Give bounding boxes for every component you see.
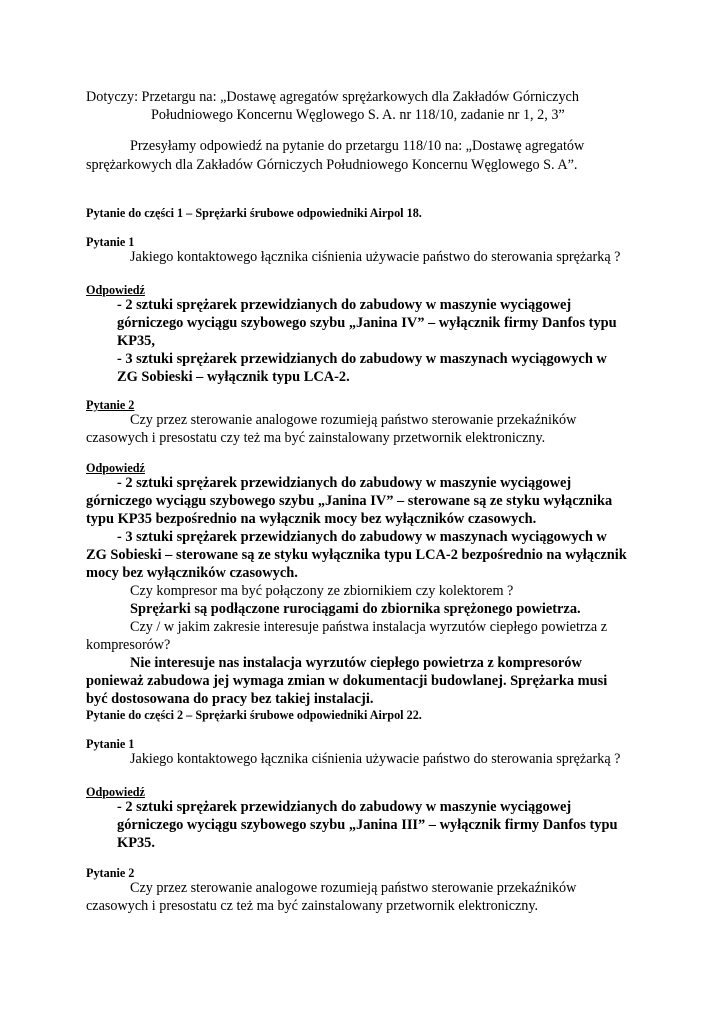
part1-a2-line: mocy bez wyłączników czasowych.	[86, 565, 298, 581]
part1-extra-question-2: kompresorów?	[86, 637, 171, 653]
part1-a1-line: - 3 sztuki sprężarek przewidzianych do zabudowy w maszynach wyciągowych w	[117, 351, 607, 367]
part1-q1-label: Pytanie 1	[86, 235, 135, 249]
intro-line-1: Przesyłamy odpowiedź na pytanie do przetargu 118/10 na: „Dostawę agregatów	[130, 138, 585, 154]
part1-a1-line: ZG Sobieski – wyłącznik typu LCA-2.	[117, 369, 350, 385]
part1-extra-question-1: Czy kompresor ma być połączony ze zbiornikiem czy kolektorem ?	[130, 583, 514, 599]
part2-q2-line: Czy przez sterowanie analogowe rozumieją państwo sterowanie przekaźników	[130, 880, 577, 896]
part2-q1-text: Jakiego kontaktowego łącznika ciśnienia używacie państwo do sterowania sprężarką ?	[130, 751, 621, 767]
part1-extra-answer-2: ponieważ zabudowa jej wymaga zmian w dokumentacji budowlanej. Sprężarka musi	[86, 673, 608, 689]
part1-extra-answer-2: być dostosowana do pracy bez takiej instalacji.	[86, 691, 374, 707]
part1-a2-line: ZG Sobieski – sterowane są ze styku wyłącznika typu LCA-2 bezpośrednio na wyłącznik	[86, 547, 627, 563]
part1-extra-answer-2: Nie interesuje nas instalacja wyrzutów ciepłego powietrza z kompresorów	[130, 655, 582, 671]
part1-title: Pytanie do części 1 – Sprężarki śrubowe odpowiedniki Airpol 18.	[86, 206, 422, 220]
part1-a1-line: górniczego wyciągu szybowego szybu „Janina IV” – wyłącznik firmy Danfos typu	[117, 315, 617, 331]
part2-q2-label: Pytanie 2	[86, 866, 135, 880]
part1-extra-answer-1: Sprężarki są podłączone rurociągami do zbiornika sprężonego powietrza.	[130, 601, 581, 617]
part2-title: Pytanie do części 2 – Sprężarki śrubowe odpowiedniki Airpol 22.	[86, 708, 422, 722]
part1-a2-line: - 3 sztuki sprężarek przewidzianych do zabudowy w maszynach wyciągowych w	[117, 529, 607, 545]
part1-a2-line: - 2 sztuki sprężarek przewidzianych do zabudowy w maszynie wyciągowej	[117, 475, 572, 491]
part1-a1-label: Odpowiedź	[86, 283, 145, 297]
part2-q1-label: Pytanie 1	[86, 737, 135, 751]
part1-q2-label: Pytanie 2	[86, 398, 135, 412]
part2-a1-line: - 2 sztuki sprężarek przewidzianych do zabudowy w maszynie wyciągowej	[117, 799, 572, 815]
part1-q1-text: Jakiego kontaktowego łącznika ciśnienia używacie państwo do sterowania sprężarką ?	[130, 249, 621, 265]
part2-a1-line: górniczego wyciągu szybowego szybu „Janina III” – wyłącznik firmy Danfos typu	[117, 817, 618, 833]
part2-a1-label: Odpowiedź	[86, 785, 145, 799]
header-line-1: Dotyczy: Przetargu na: „Dostawę agregatów sprężarkowych dla Zakładów Górniczych	[86, 89, 579, 105]
part1-a1-line: - 2 sztuki sprężarek przewidzianych do zabudowy w maszynie wyciągowej	[117, 297, 572, 313]
part1-a1-line: KP35,	[117, 333, 155, 349]
part1-q2-line: Czy przez sterowanie analogowe rozumieją państwo sterowanie przekaźników	[130, 412, 577, 428]
part2-q2-line: czasowych i presostatu cz też ma być zainstalowany przetwornik elektroniczny.	[86, 898, 539, 914]
intro-line-2: sprężarkowych dla Zakładów Górniczych Południowego Koncernu Węglowego S. A”.	[86, 157, 578, 173]
part1-extra-question-2: Czy / w jakim zakresie interesuje państwa instalacja wyrzutów ciepłego powietrza z	[130, 619, 608, 635]
part2-a1-line: KP35.	[117, 835, 155, 851]
part1-a2-line: górniczego wyciągu szybowego szybu „Janina IV” – sterowane są ze styku wyłącznika	[86, 493, 613, 509]
part1-q2-line: czasowych i presostatu czy też ma być zainstalowany przetwornik elektroniczny.	[86, 430, 546, 446]
header-line-2: Południowego Koncernu Węglowego S. A. nr 118/10, zadanie nr 1, 2, 3”	[151, 107, 565, 123]
part1-a2-label: Odpowiedź	[86, 461, 145, 475]
part1-a2-line: typu KP35 bezpośrednio na wyłącznik mocy bez wyłączników czasowych.	[86, 511, 537, 527]
